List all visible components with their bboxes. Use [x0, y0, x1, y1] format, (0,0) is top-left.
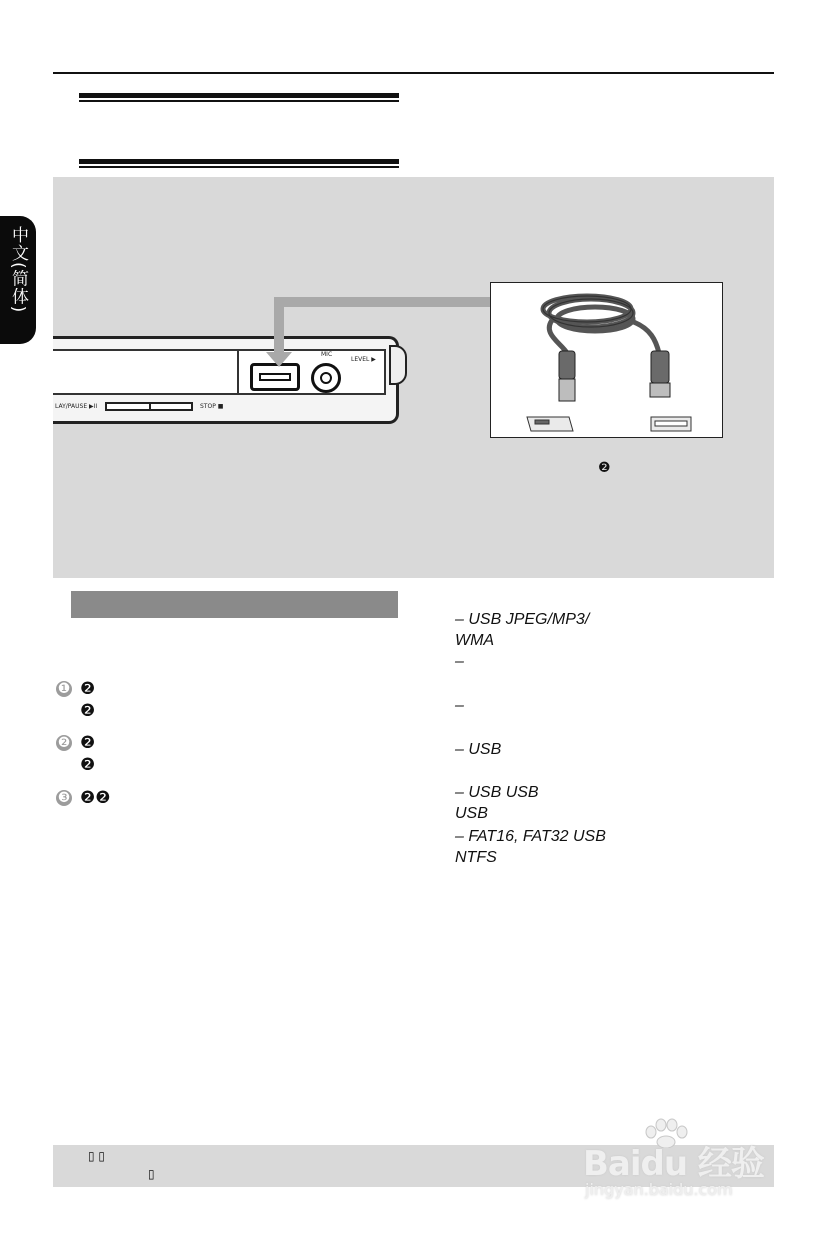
- section-heading-bar: [71, 591, 398, 618]
- usb-port-icon: [250, 363, 300, 391]
- baidu-watermark: [583, 1118, 773, 1204]
- footer-line-2: ▯: [148, 1167, 155, 1181]
- title-bar-top: [79, 93, 399, 98]
- connector-line-vertical: [274, 297, 284, 355]
- cable-marker: ❷: [598, 460, 611, 476]
- note-line-8: – USB USB: [455, 784, 539, 801]
- step-2-text-2: ❷: [80, 755, 96, 775]
- footer-line-1: ▯ ▯: [88, 1149, 106, 1163]
- note-line-3: –: [455, 653, 464, 670]
- mic-jack-icon: [311, 363, 341, 393]
- stop-label: STOP ■: [200, 403, 224, 410]
- dvd-player-front-panel: [53, 336, 399, 424]
- note-line-4: –: [455, 697, 464, 714]
- step-3-number: ❸: [57, 790, 71, 806]
- step-2-number: ❷: [57, 735, 71, 751]
- note-line-9: USB: [455, 805, 488, 822]
- watermark-url: jingyan.baidu.com: [585, 1180, 733, 1199]
- mic-label: MIC: [321, 351, 333, 358]
- step-3-text: ❷❷: [80, 788, 111, 808]
- watermark-text: Baidu 经验: [583, 1144, 764, 1184]
- top-rule: [53, 72, 774, 74]
- level-knob: [389, 345, 407, 385]
- title-bar-bottom: [79, 159, 399, 164]
- note-line-2: WMA: [455, 632, 495, 649]
- language-tab: [0, 216, 36, 344]
- step-1-number: ❶: [57, 681, 71, 697]
- step-1-text-2: ❷: [80, 701, 96, 721]
- play-pause-label: LAY/PAUSE ▶II: [55, 403, 98, 410]
- note-line-1: – USB JPEG/MP3/: [455, 611, 590, 628]
- button-strip: [105, 402, 193, 411]
- step-2-text: ❷: [80, 733, 96, 753]
- note-line-11: NTFS: [455, 849, 497, 866]
- device-divider: [237, 349, 239, 395]
- connector-arrow-icon: [266, 352, 292, 367]
- level-label: LEVEL ▶: [351, 356, 376, 363]
- step-1-text: ❷: [80, 679, 96, 699]
- language-tab-label: 中文(简体): [8, 226, 28, 314]
- note-line-10: – FAT16, FAT32 USB: [455, 828, 606, 845]
- note-line-6: – USB: [455, 741, 502, 758]
- usb-cable-icon: [491, 283, 722, 437]
- usb-cable-image: [490, 282, 723, 438]
- connector-line-horizontal: [282, 297, 492, 307]
